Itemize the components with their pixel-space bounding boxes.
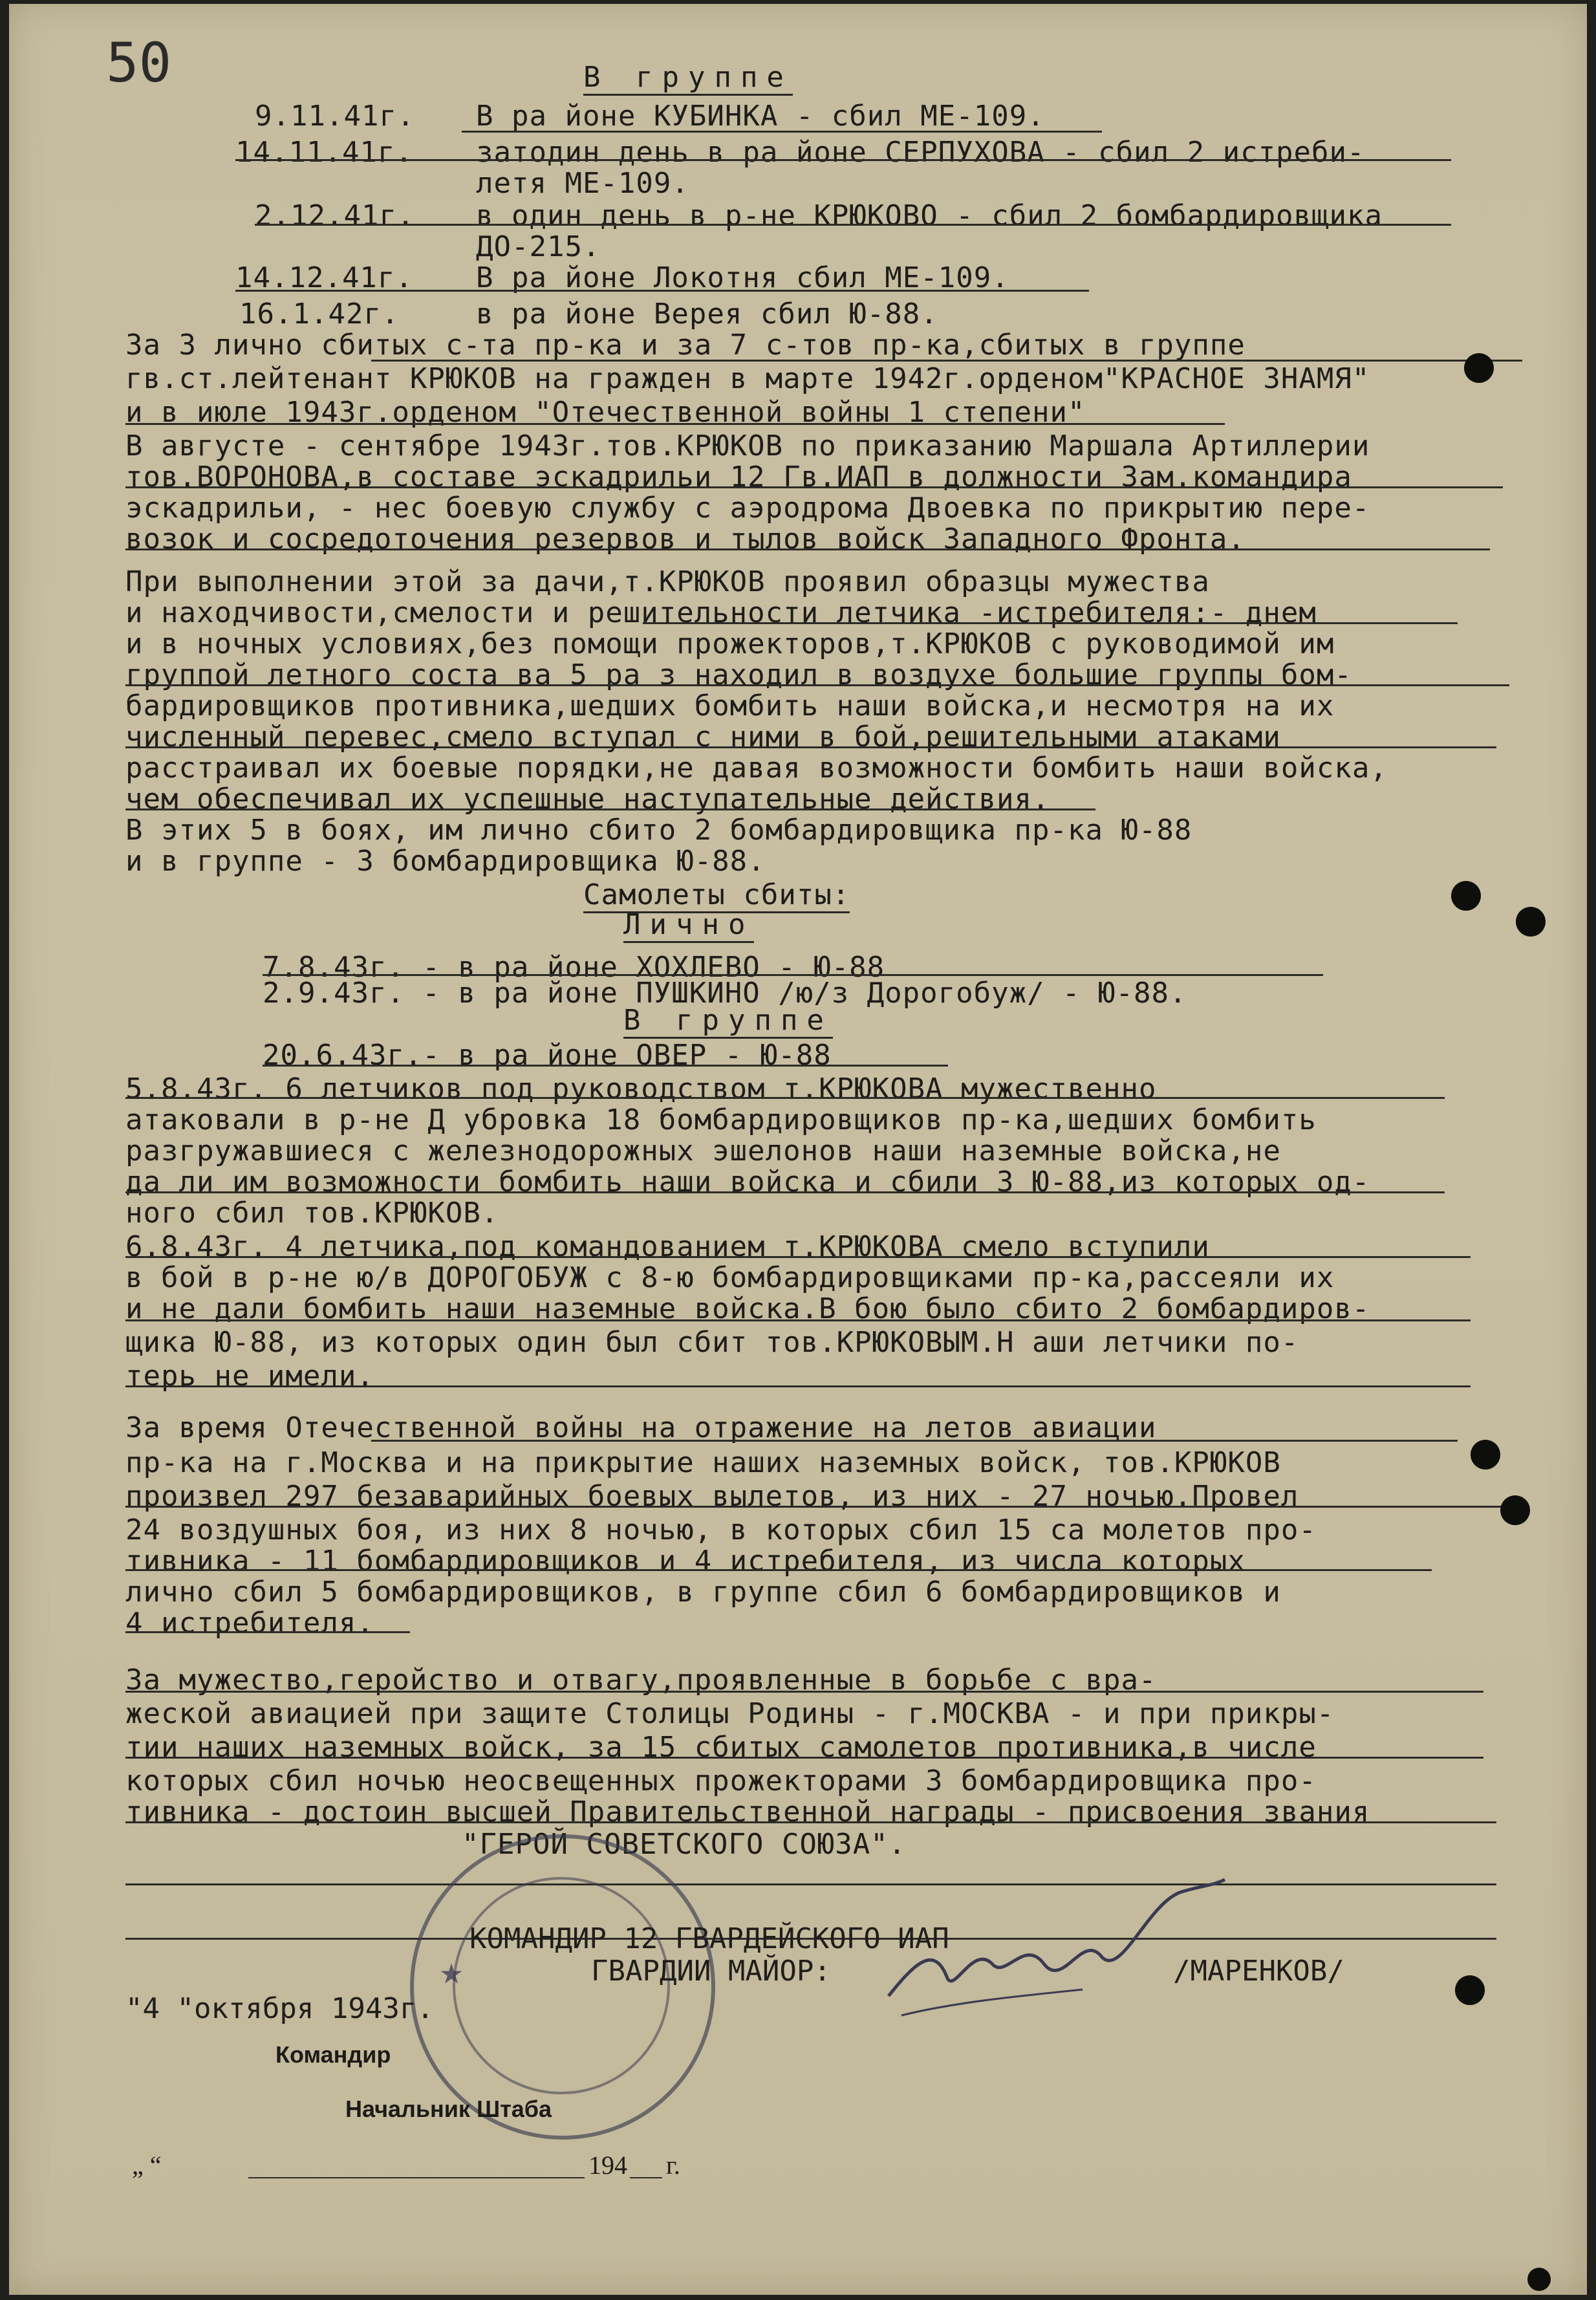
heading-group: В группе [583,61,793,96]
paragraph-line: лично сбил 5 бомбардировщиков, в группе сбил 6 бомбардировщиков и [125,1576,1281,1609]
punch-hole [1527,2268,1551,2291]
paragraph-line: гв.ст.лейтенант КРЮКОВ на гражден в марте 1942г.орденом"КРАСНОЕ ЗНАМЯ" [125,362,1370,395]
punch-hole [1455,1975,1485,2005]
group-row-text: затодин день в ра йоне СЕРПУХОВА - сбил 2 истреби- [476,136,1365,169]
paragraph-line: 6.8.43г. 4 летчика,под командованием т.КРЮКОВА смело вступили [125,1230,1210,1263]
paragraph-line: произвел 297 безаварийных боевых вылетов, из них - 27 ночью.Провел [125,1480,1299,1513]
paragraph-line: группой летного соста ва 5 ра з находил в воздухе большие группы бом- [125,658,1352,691]
underline-stroke [125,1191,1445,1193]
underline-stroke [125,1821,1496,1823]
paragraph-line: При выполнении этой за дачи,т.КРЮКОВ проявил образцы мужества [125,565,1210,598]
group-row-date: 16.1.42г. [239,298,400,331]
paragraph-line: терь не имели. [125,1360,374,1393]
group-2-row: 20.6.43г.- в ра йоне ОВЕР - Ю-88 [263,1039,832,1072]
chief-of-staff-label: Начальник Штаба [345,2096,552,2122]
signature-rank: ГВАРДИИ МАЙОР: [591,1955,831,1988]
paragraph-line: и находчивости,смелости и решительности летчика -истребителя:- днем [125,596,1317,629]
punch-hole [1516,907,1546,937]
group-row-text: в ра йоне Верея сбил Ю-88. [476,298,938,331]
underline-stroke [371,1440,1458,1442]
group-row-text: летя МЕ-109. [476,167,689,200]
date-line-prefix: „ “ [132,2151,162,2180]
underline-stroke [125,1569,1432,1571]
underline-stroke [263,974,1323,976]
date-line-year: 194 [588,2151,627,2180]
heading-shot-down: Самолеты сбиты: [583,878,850,913]
paragraph-line: ного сбил тов.КРЮКОВ. [125,1197,499,1230]
group-row-date: 2.12.41г. [255,199,415,232]
paragraph-line: В августе - сентябре 1943г.тов.КРЮКОВ по приказанию Маршала Артиллерии [125,429,1370,462]
group-row-text: В ра йоне Локотня сбил МЕ-109. [476,261,1009,294]
paragraph-line: численный перевес,смело вступал с ними в бой,решительными атаками [125,721,1281,754]
date-line-suffix: г. [666,2151,680,2180]
paragraph-line: и в июле 1943г.орденом "Отечественной войны 1 степени" [125,396,1086,429]
heading-group-2: В группе [623,1004,833,1039]
paragraph-line: 4 истребителя. [125,1607,374,1640]
underline-stroke [235,290,1089,292]
underline-stroke [263,1065,948,1067]
group-row-text: в один день в р-не КРЮКОВО - сбил 2 бомбардировщика [476,199,1383,232]
page-number: 50 [106,31,172,94]
signature-name: /МАРЕНКОВ/ [1173,1955,1344,1988]
paragraph-line: тии наших наземных войск, за 15 сбитых самолетов противника,в числе [125,1731,1317,1764]
underline-stroke [125,486,1503,488]
signature-title: КОМАНДИР 12 ГВАРДЕЙСКОГО ИАП [469,1922,949,1955]
underline-stroke [125,684,1509,686]
commander-label: Командир [275,2041,391,2068]
personal-row: 7.8.43г. - в ра йоне ХОХЛЕВО - Ю-88 [263,951,885,984]
handwritten-signature [876,1867,1238,2035]
paragraph-line: и в ночных условиях,без помощи прожекторов,т.КРЮКОВ с руководимой им [125,627,1335,660]
paragraph-line: эскадрильи, - нес боевую службу с аэродрома Двоевка по прикрытию пере- [125,492,1370,525]
underline-stroke [125,548,1490,550]
underline-stroke [643,622,1458,624]
paragraph-line: За 3 лично сбитых с-та пр-ка и за 7 с-тов пр-ка,сбитых в группе [125,329,1246,362]
group-row-date: 9.11.41г. [255,100,415,133]
paragraph-line: возок и сосредоточения резервов и тылов войск Западного Фронта. [125,523,1246,556]
personal-row: 2.9.43г. - в ра йоне ПУШКИНО /ю/з Дорогобуж/ - Ю-88. [263,977,1187,1010]
heading-personal: Лично [623,908,754,943]
star-icon: ★ [440,1948,464,1993]
paragraph-line: 5.8.43г. 6 летчиков под руководством т.КРЮКОВА мужественно [125,1072,1157,1105]
paragraph-line: тов.ВОРОНОВА,в составе эскадрильи 12 Гв.ИАП в должности Зам.командира [125,461,1352,494]
paragraph-line: За время Отечественной войны на отражение на летов авиации [125,1411,1157,1444]
underline-stroke [125,1319,1471,1321]
paragraph-line: щика Ю-88, из которых один был сбит тов.КРЮКОВЫМ.Н аши летчики по- [125,1326,1299,1359]
punch-hole [1500,1495,1530,1525]
underline-stroke [125,1883,1496,1885]
punch-hole [1451,881,1481,911]
paragraph-line: тивника - достоин высшей Правительственной награды - присвоения звания [125,1796,1370,1828]
underline-stroke [125,1631,410,1633]
underline-stroke [125,808,1095,810]
paragraph-line: За мужество,геройство и отвагу,проявленные в борьбе с вра- [125,1664,1157,1697]
group-row-text: ДО-215. [476,230,601,263]
underline-stroke [235,159,1451,161]
underline-stroke [255,224,1451,226]
underline-stroke [371,360,1522,362]
paragraph-line: бардировщиков противника,шедших бомбить наши войска,и несмотря на их [125,689,1335,722]
punch-hole [1471,1440,1500,1470]
paragraph-line: тивника - 11 бомбардировщиков и 4 истребителя, из числа которых [125,1545,1246,1578]
underline-stroke [125,423,1225,425]
underline-stroke [125,1256,1471,1258]
paragraph-line: да ли им возможности бомбить наши войска и сбили 3 Ю-88,из которых од- [125,1166,1370,1199]
paragraph-line: и не дали бомбить наши наземные войска.В бою было сбито 2 бомбардиров- [125,1292,1370,1325]
date-line-end [630,2177,662,2178]
paragraph-line: разгружавшиеся с железнодорожных эшелонов наши наземные войска,не [125,1134,1281,1167]
group-row-date: 14.12.41г. [235,261,413,294]
underline-stroke [462,131,1102,133]
paragraph-line: атаковали в р-не Д убровка 18 бомбардировщиков пр-ка,шедших бомбить [125,1103,1317,1136]
paragraph-line: чем обеспечивал их успешные наступательные действия. [125,783,1050,816]
underline-stroke [125,1506,1503,1508]
paragraph-line: в бой в р-не ю/в ДОРОГОБУЖ с 8-ю бомбардировщиками пр-ка,рассеяли их [125,1261,1335,1294]
underline-stroke [125,1757,1483,1759]
paragraph-line: В этих 5 в боях, им лично сбито 2 бомбардировщика пр-ка Ю-88 [125,814,1192,847]
underline-stroke [125,1385,1471,1387]
paragraph-line: "ГЕРОЙ СОВЕТСКОГО СОЮЗА". [462,1828,907,1861]
paragraph-line: пр-ка на г.Москва и на прикрытие наших наземных войск, тов.КРЮКОВ [125,1446,1281,1479]
underline-stroke [125,1691,1483,1693]
document-date: "4 "октября 1943г. [125,1992,434,2025]
group-row-text: В ра йоне КУБИНКА - сбил МЕ-109. [476,100,1045,133]
underline-stroke [125,746,1496,748]
paragraph-line: жеской авиацией при защите Столицы Родины - г.МОСКВА - и при прикры- [125,1697,1335,1730]
paragraph-line: 24 воздушных боя, из них 8 ночью, в которых сбил 15 са молетов про- [125,1513,1317,1546]
paragraph-line: расстраивал их боевые порядки,не давая возможности бомбить наши войска, [125,752,1388,785]
paragraph-line: и в группе - 3 бомбардировщика Ю-88. [125,845,766,878]
underline-stroke [125,1097,1445,1099]
document-page [9,4,1587,2295]
punch-hole [1464,353,1494,383]
paragraph-line: которых сбил ночью неосвещенных прожекторами 3 бомбардировщика про- [125,1764,1317,1797]
group-row-date: 14.11.41г. [235,136,413,169]
date-line [248,2177,585,2178]
